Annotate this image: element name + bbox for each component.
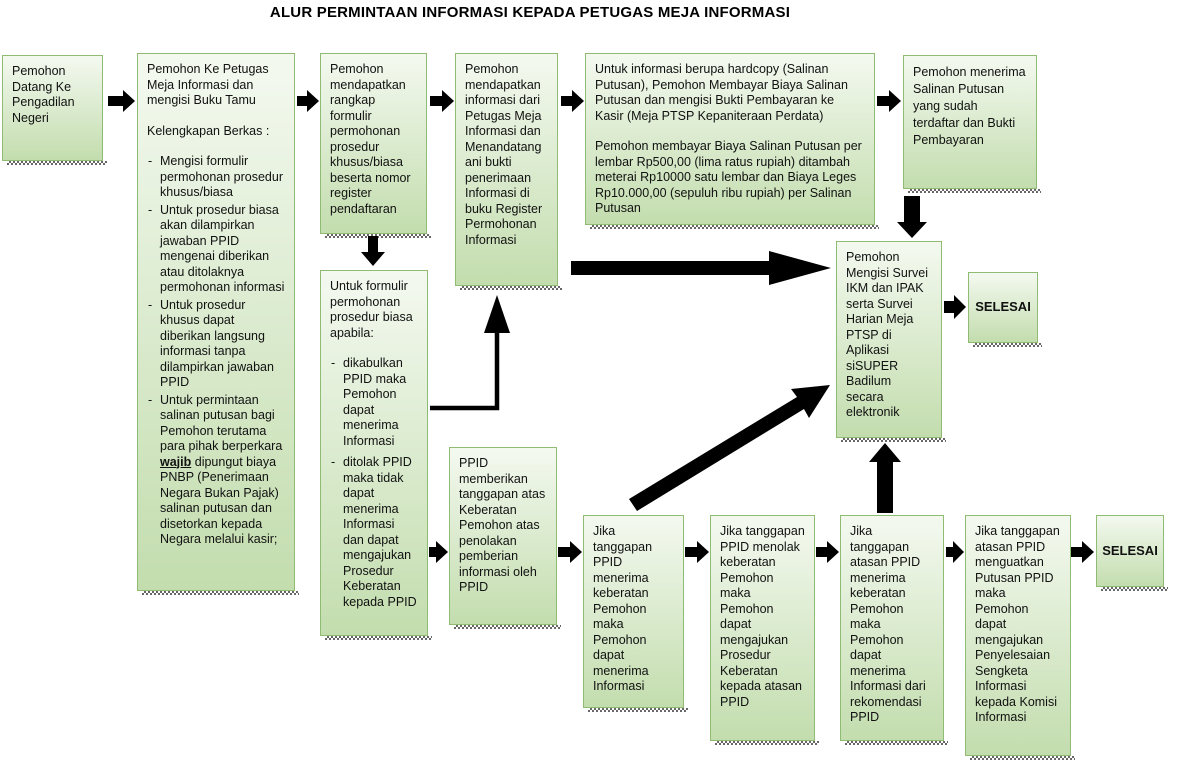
node-ppid-tanggapan [449,447,557,625]
node-jika-atasan-terima [840,515,944,741]
node-jika-ppid-tolak-label: Jika tanggapan PPID menolak keberatan Pemohon maka Pemohon dapat mengajukan Prosedur Keberatan kepada atasan PPID [720,524,805,709]
arrow-untukformulir-elbow-line [430,330,497,408]
arrow-formulir-to-terimainfo [430,90,454,112]
arrow-terimasalinan-down-survei [897,196,927,238]
buku-tamu-intro: Pemohon Ke Petugas Meja Informasi dan mengisi Buku Tamu [147,62,269,107]
arrow-untukformulir-to-ppid [429,541,448,563]
pnbp-post: dipungut biaya PNBP (Penerimaan Negara Bukan Pajak) salinan putusan dan disetorkan kepada Negara melalui kasir; [160,454,279,546]
list-item: - Untuk prosedur biasa akan dilampirkan jawaban PPID mengenai diberikan atau ditolaknya permohonan informasi [160,203,285,296]
node-start-label: Pemohon Datang Ke Pengadilan Negeri [12,64,75,125]
node-survei-label: Pemohon Mengisi Survei IKM dan IPAK serta Survei Harian Meja PTSP di Aplikasi siSUPER Badilum secara elektronik [846,250,928,419]
arrow-bukutamu-to-formulir [297,90,319,112]
selesai-bawah-label: SELESAI [1102,542,1158,558]
arrow-untukformulir-elbow-head [484,295,510,333]
node-formulir [320,53,427,234]
arrow-jika2-to-jika3 [816,541,839,563]
node-untuk-formulir [320,270,428,636]
node-terima-informasi-label: Pemohon mendapatkan informasi dari Petugas Meja Informasi dan Menandatangani bukti penerimaan Informasi di buku Register Permohonan Informasi [465,62,543,247]
arrow-jika4-to-selesai [1071,541,1094,563]
selesai-atas-label: SELESAI [975,299,1031,315]
node-jika-ppid-tolak [710,515,815,741]
node-selesai-atas [968,272,1038,343]
list-item: - Untuk prosedur khusus dapat diberikan langsung informasi tanpa dilampirkan jawaban PPID [160,298,285,391]
node-jika-atasan-terima-label: Jika tanggapan atasan PPID menerima keberatan Pemohon maka Pemohon dapat menerima Informasi dari rekomendasi PPID [850,524,926,724]
arrow-terimainfo-to-survei [571,251,831,285]
node-survei [836,241,942,438]
arrow-jikaatasan-up-survei [869,443,901,513]
arrow-survei-to-selesai [944,295,966,319]
node-jika-atasan-kuat-label: Jika tanggapan atasan PPID menguatkan Putusan PPID maka Pemohon dapat mengajukan Penyelesaian Sengketa Informasi kepada Komisi Informasi [975,524,1060,724]
list-item: - dikabulkan PPID maka Pemohon dapat menerima Informasi [343,356,418,449]
node-jika-ppid-terima-label: Jika tanggapan PPID menerima keberatan Pemohon maka Pemohon dapat menerima Informasi [593,524,653,693]
hardcopy-para1: Untuk informasi berupa hardcopy (Salinan Putusan), Pemohon Membayar Biaya Salinan Putusan dan mengisi Bukti Pembayaran ke Kasir (Meja PTSP Kepaniteraan Perdata) [595,62,848,123]
node-buku-tamu [137,53,295,591]
pnbp-emphasis: wajib [160,454,192,469]
list-item: - ditolak PPID maka tidak dapat menerima Informasi dan dapat mengajukan Prosedur Keberatan kepada PPID [343,455,418,610]
node-start [2,55,103,161]
arrow-jikaterima-diagonal-survei [629,385,830,511]
hardcopy-para2: Pemohon membayar Biaya Salinan Putusan per lembar Rp500,00 (lima ratus rupiah) ditambah meterai Rp10000 satu lembar dan Biaya Leges Rp10.000,00 (sepuluh ribu rupiah) per Salinan Putusan [595,139,862,215]
node-terima-informasi [455,53,558,286]
arrow-jika1-to-jika2 [685,541,709,563]
arrow-terimainfo-to-hardcopy [561,90,584,112]
spacer [147,109,285,124]
buku-tamu-list [147,154,285,548]
arrow-formulir-down [361,236,385,266]
page-title: ALUR PERMINTAAN INFORMASI KEPADA PETUGAS MEJA INFORMASI [269,4,791,21]
node-formulir-label: Pemohon mendapatkan rangkap formulir permohonan prosedur khusus/biasa beserta nomor register pendaftaran [330,62,411,216]
list-item-pnbp [160,393,285,548]
arrow-ppid-to-jika1 [558,541,582,563]
untuk-formulir-list [330,356,418,610]
node-jika-atasan-kuat [965,515,1071,756]
arrow-jika3-to-jika4 [946,541,964,563]
untuk-formulir-intro: Untuk formulir permohonan prosedur biasa apabila: [330,279,413,340]
arrow-start-to-bukutamu [108,90,135,112]
pnbp-pre: Untuk permintaan salinan putusan bagi Pemohon terutama para pihak berperkara [160,392,283,453]
arrow-hardcopy-to-terimasalinan [877,90,901,112]
node-jika-ppid-terima [583,515,684,708]
spacer [330,341,418,356]
list-item: - Mengisi formulir permohonan prosedur khusus/biasa [160,154,285,201]
buku-tamu-subheading: Kelengkapan Berkas : [147,123,270,138]
node-terima-salinan-label: Pemohon menerima Salinan Putusan yang sudah terdaftar dan Bukti Pembayaran [913,65,1026,147]
node-selesai-bawah [1096,515,1164,587]
node-ppid-tanggapan-label: PPID memberikan tanggapan atas Keberatan Pemohon atas penolakan pemberian informasi oleh PPID [459,456,546,594]
node-terima-salinan [903,55,1037,189]
node-hardcopy [585,53,875,225]
spacer [147,139,285,154]
